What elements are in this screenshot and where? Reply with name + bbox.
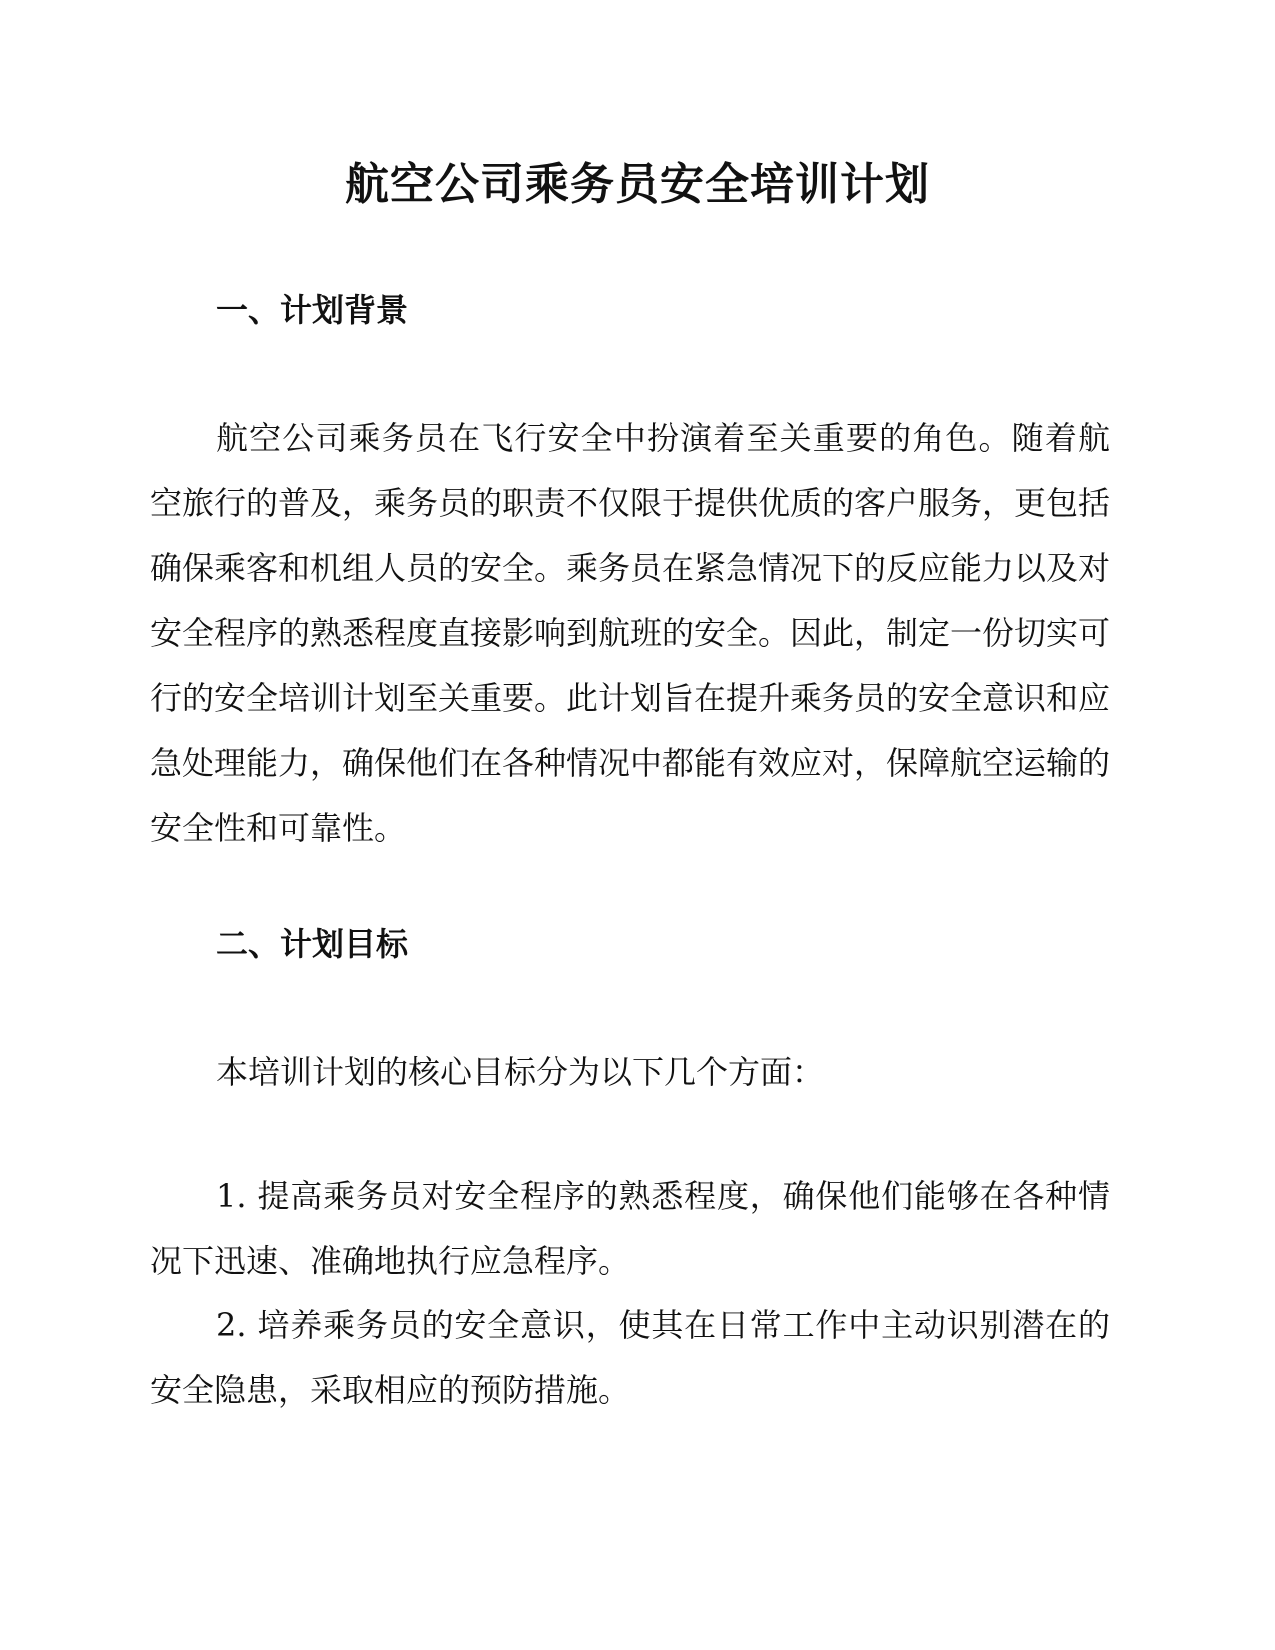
objectives-intro: 本培训计划的核心目标分为以下几个方面：: [216, 1053, 825, 1091]
section-heading-background: 一、计划背景: [216, 291, 409, 329]
section-heading-objectives: 二、计划目标: [216, 925, 409, 963]
objective-item-1: 1. 提高乘务员对安全程序的熟悉程度，确保他们能够在各种情况下迅速、准确地执行应急程序。: [150, 1177, 1110, 1280]
document-title: 航空公司乘务员安全培训计划: [345, 159, 930, 210]
background-paragraph: 航空公司乘务员在飞行安全中扮演着至关重要的角色。随着航空旅行的普及，乘务员的职责不仅限于提供优质的客户服务，更包括确保乘客和机组人员的安全。乘务员在紧急情况下的反应能力以及对安全程序的熟悉程度直接影响到航班的安全。因此，制定一份切实可行的安全培训计划至关重要。此计划旨在提升乘务员的安全意识和应急处理能力，确保他们在各种情况中都能有效应对，保障航空运输的安全性和可靠性。: [150, 419, 1111, 847]
objective-item-2: 2. 培养乘务员的安全意识，使其在日常工作中主动识别潜在的安全隐患，采取相应的预防措施。: [150, 1306, 1110, 1409]
